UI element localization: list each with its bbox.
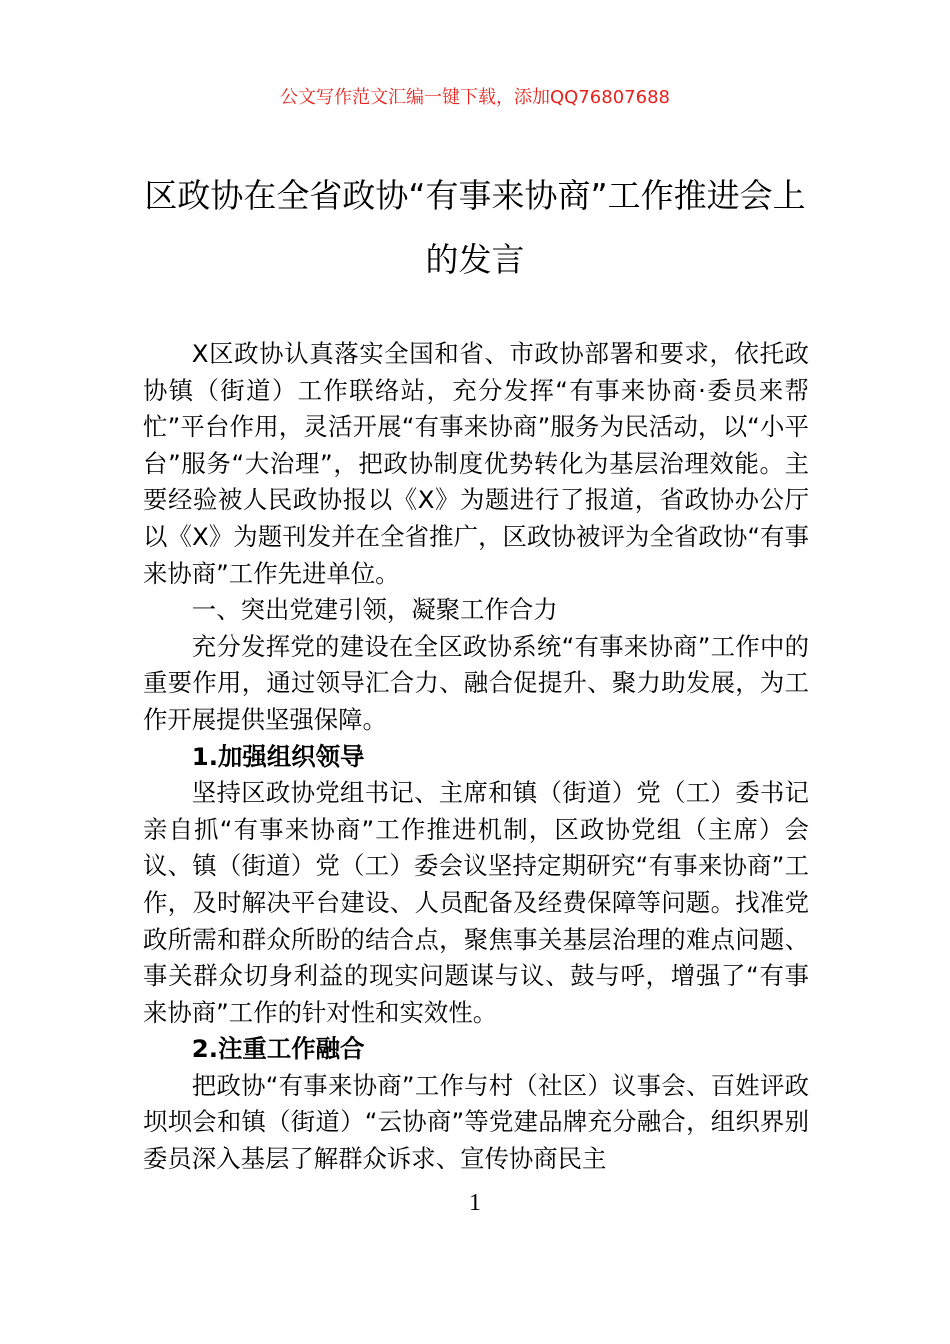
paragraph-subsection-1: 坚持区政协党组书记、主席和镇（街道）党（工）委书记亲自抓“有事来协商”工作推进机制，区政协党组（主席）会议、镇（街道）党（工）委会议坚持定期研究“有事来协商”工作，及时解决平台建设、人员配备及经费保障等问题。找准党政所需和群众所盼的结合点，聚焦事关基层治理的难点问题、事关群众切身利益的现实问题谋与议、鼓与呼，增强了“有事来协商”工作的针对性和实效性。 bbox=[143, 778, 809, 1027]
document-title: 区政协在全省政协“有事来协商”工作推进会上的发言 bbox=[144, 176, 806, 279]
paragraph-section-1: 充分发挥党的建设在全区政协系统“有事来协商”工作中的重要作用，通过领导汇合力、融合促提升、聚力助发展，为工作开展提供坚强保障。 bbox=[143, 631, 809, 734]
page-number: 1 bbox=[469, 1190, 481, 1216]
document-body bbox=[143, 336, 809, 1178]
paragraph-subsection-2: 把政协“有事来协商”工作与村（社区）议事会、百姓评政坝坝会和镇（街道）“云协商”等党建品牌充分融合，组织界别委员深入基层了解群众诉求、宣传协商民主 bbox=[143, 1070, 809, 1174]
paragraph-intro: X区政协认真落实全国和省、市政协部署和要求，依托政协镇（街道）工作联络站，充分发挥“有事来协商·委员来帮忙”平台作用，灵活开展“有事来协商”服务为民活动，以“小平台”服务“大治理”，把政协制度优势转化为基层治理效能。主要经验被人民政协报以《X》为题进行了报道，省政协办公厅以《X》为题刊发并在全省推广，区政协被评为全省政协“有事来协商”工作先进单位。 bbox=[143, 339, 809, 588]
watermark-header: 公文写作范文汇编一键下载，添加QQ76807688 bbox=[280, 87, 670, 108]
subheading-1: 1.加强组织领导 bbox=[191, 741, 365, 771]
section-heading-1: 一、突出党建引领，凝聚工作合力 bbox=[191, 595, 558, 625]
subheading-2: 2.注重工作融合 bbox=[191, 1034, 365, 1064]
